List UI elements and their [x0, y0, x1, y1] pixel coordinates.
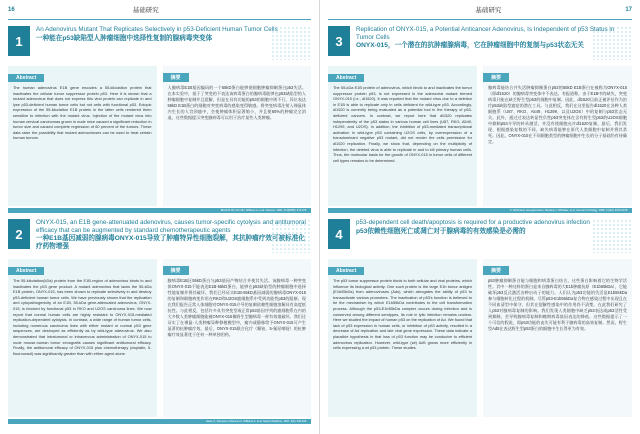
abstract-text: 腺病毒E1B区55kD蛋白与p53基因产物结合并使其失活。该腺病毒一种突变体ONYX-015不能表达E1B-55kD蛋白，能够在p53缺陷型的肿瘤细胞中选择性地复制并将其破坏。我们已经证实E1B-55kD基因减弱的腺病毒ONYX-015的复制和细胞病变作用在RKO和U2OS癌细胞系中受到功能性p53的阻断。现在我们报告正常人体细胞对ONYX-015介导的复制依赖性细胞溶解具有高度抵抗性。与此相反，包括许多具有突变型或正常p53基因序列的癌细胞系在内的大多数人类肿瘤细胞能被ONYX-015像野生型腺病毒一样有效地破坏。我们还证实了在裸鼠-人类肿瘤异种移植模型中，瘤内或静脉给予ONYX-015可产生显著的抗肿瘤疗效。最后，ONYX-015联合化疗（顺铂，5-氟尿嘧啶）的抗肿瘤疗效显著优于任何一种单独用药。: [167, 278, 307, 337]
dot-pattern-decoration: [271, 26, 311, 60]
article-header: [328, 219, 632, 257]
citation-bar: Heise C, Sampson-Johannes A, Williams A, et al. Nature Medicine. 1997, 3(6): 639-645.: [8, 419, 311, 424]
abstract-label: Abstract: [328, 74, 364, 82]
article-card: [8, 26, 311, 213]
abstract-en: [328, 259, 477, 417]
citation-bar: F. Rothmann, Hengstermann, Nicolaus J. Whitaker, et al. Journal of Virology. 1998, 72(12): 9470-9478.: [328, 208, 632, 213]
right-page: [320, 0, 640, 434]
abstract-label: Abstract: [328, 267, 364, 275]
abstract-columns: [8, 259, 311, 417]
abstract-cn: [483, 259, 632, 417]
abstract-label: Abstract: [8, 74, 44, 82]
abstract-label: 摘要: [483, 73, 509, 82]
abstract-text: The human adenovirus E1B gene encodes a 55-kilodalton protein that inactivates the cellular tumor suppressor protein p53. Here it is shown that a mutant adenovirus that does not express this viral protein can replicate in and lyse p53-deficient human tumor cells but not cells with functional p53. Ectopic expression of the 55-kilodalton E1B protein in the latter cells rendered them sensitive to infection with the mutant virus. Injection of the mutant virus into human cervical carcinomas grown in nude mice caused a significant reduction in tumor size and caused complete regression of 60 percent of the tumors. These data raise the possibility that mutant adenoviruses can be used to treat certain human tumors.: [13, 85, 152, 141]
article-header: [328, 26, 632, 64]
abstract-text: 人腺病毒E1B基因编码的一个55kD蛋白能够使细胞肿瘤抑制蛋白p53失活。在本实验中，基于了突变的不表达该病毒蛋白的腺病毒能够在p53缺陷型的人肿瘤细胞中复制并且裂解，但是在具有功能的p53的细胞中则不行。异位表达55kD E1B蛋白的细胞对突变病毒的感染变得敏感。将突变病毒注射入裸鼠体内生长的人宫颈癌中，会使肿瘤体积显著缩小，并且使60%的肿瘤完全消退。这些数据提示突变腺病毒可以用于治疗某些人类肿瘤。: [167, 85, 306, 120]
abstract-columns: [328, 66, 632, 206]
page-number: 16: [8, 6, 15, 13]
article-titles: [356, 219, 632, 257]
article-card: [8, 219, 311, 424]
abstract-en: [328, 66, 477, 206]
article-number-badge: 3: [328, 26, 350, 56]
dot-pattern-decoration: [592, 26, 632, 60]
article-title-en: ONYX-015, an E1B gene-attenuated adenovirus, causes tumor-specific cytolysis and antitumoral efficacy that can be augmented by standard chemotherapeutic agents: [36, 219, 306, 234]
dot-pattern-decoration: [592, 219, 632, 253]
abstract-en: [8, 259, 157, 417]
abstract-text: The 55-kDa E1B protein of adenovirus, which binds to and inactivates the tumor suppressor protein p53, is not expressed in the adenoviral mutant termed ONYX-015 (i.e., dl1520). It was reported that the mutant virus due to a deletion in E1B is able to replicate only in cells deficient for wild-type p53. Accordingly, dl1520 is currently being evaluated as a potential tool in the therapy of p53-deficient cancers. In contrast, we report here that dl1520 replicates independently of the p53 status in various human cell lines (U87, RKO, A549, H1299, and U2OS). In addition, the inhibition of p53-mediated transcriptional activation in wild-type p53 containing U2OS cells, by overexpression of a transdominant negative p53 mutant, did not render the cells permissive for dl1520 replication. Finally, we show that, depending on the multiplicity of infection, the deleted virus is able to replicate in and to kill primary human cells. Thus, the molecular basis for the growth of ONYX-015 in tumor cells of different cell types remains to be determined.: [333, 85, 472, 163]
dot-pattern-decoration: [271, 219, 311, 253]
article-card: [328, 26, 632, 213]
abstract-text: The p53 tumor suppressor protein binds to both cellular and viral proteins, which influence its biological activity. One such protein is the large E1b tumor antigen (E1b55kDa) from adenoviruses (Ads), which abrogates the ability of p53 to transactivate various promoters. The inactivation of p53's function is believed to be the mechanism by which E1b55kDa contributes to the cell transformation process. Although the p53-E1b55kDa complex occurs during infection and is conserved among different serotypes, its role in lytic infection remains unclear. Here we studied the impact of human p53 on the replication of Ad. We found that lack of p53 expression in human cells, or inhibition of p53 activity, resulted in a decrease of Ad replication and late viral gene expression. These data indicate a plausible hypothesis in that loss of p53 function may be conducive to efficient adenovirus replication. However, wild-type (wt) Ad5 grows more efficiently in cells expressing a wt p53 protein. These studies: [333, 278, 472, 351]
abstract-text: 腺病毒能结合并失活肿瘤抑制蛋白p53的55kD E1B蛋白在被称为ONYX-015（即dl1520）的腺病毒突变体中不表达。有报道称，由于E1B中的缺失，突变病毒只能在缺乏野生型p53的细胞中复制。因此，dl1520目前正被评估作为治疗p53缺陷型癌症的潜在工具。与此相反，我们在这里报告dl1520在各种人类细胞系（U87、RKO、A549、H1299、以及U2OS）中的复制与p53状态无关。此外，通过过表达转显性负性p53突变体在含有野生型p53的U2OS细胞中抑制p53介导的转录激活，并没有使细胞允许dl1520复制。最后，我们发现，根据感染复数的不同，缺失病毒能够在原代人类细胞中复制并将其杀死。因此，ONYX-015在不同细胞类型的肿瘤细胞中生长的分子基础仍有待确定。: [488, 85, 627, 144]
article-titles: [36, 219, 311, 257]
running-header: [328, 0, 632, 20]
article-number-badge: 2: [8, 219, 30, 249]
abstract-label: 摘要: [483, 266, 509, 275]
article-title-cn: p53依赖性细胞死亡或凋亡对于腺病毒的有效感染是必需的: [356, 227, 526, 235]
abstract-cn: [163, 259, 312, 417]
article-titles: [36, 26, 311, 64]
article-title-en: An Adenovirus Mutant That Replicates Selectively in p53-Deficient Human Tumor Cells: [36, 26, 278, 33]
abstract-cn: [163, 66, 312, 206]
abstract-label: Abstract: [8, 267, 44, 275]
citation-bar: Bischoff JR, Kirn DH, Williams A, et al. Science. 1996, 274(5286): 373-376.: [8, 208, 311, 213]
article-title-en: p53-dependent cell death/apoptosis is required for a productive adenovirus infection: [356, 219, 590, 226]
abstract-en: [8, 66, 157, 206]
article-number-badge: 1: [8, 26, 30, 56]
article-number-badge: 4: [328, 219, 350, 249]
article-header: [8, 26, 311, 64]
article-title-en: Replication of ONYX-015, a Potential Anticancer Adenovirus, Is Independent of p53 Status in Tumor Cells: [356, 26, 615, 41]
abstract-label: 摘要: [163, 266, 189, 275]
abstract-columns: [328, 259, 632, 417]
section-title: 基础研究: [475, 7, 502, 14]
article-title-cn: 一种E1B基因减弱的腺病毒ONYX-015导致了肿瘤特异性细胞裂解，其抗肿瘤疗效可被标准化疗药物增强: [36, 235, 305, 251]
article-header: [8, 219, 311, 257]
abstract-cn: [483, 66, 632, 206]
running-header: [8, 0, 311, 20]
section-title: 基础研究: [132, 7, 159, 14]
article-card: [328, 219, 632, 417]
article-title-cn: ONYX-015，一个潜在的抗肿瘤腺病毒，它在肿瘤细胞中的复制与p53状态无关: [356, 42, 584, 50]
abstract-text: The 55-kilodalton(kDa) protein from the E1B-region of adenovirus binds to and inactivates the p53 gene product. A mutant adenovirus that lacks the 55-kDa E1B protein, ONYX-015, has been shown to replicate selectively in and destroy p53-deficient human tumor cells. We have previously shown that the replication and cytopathogenicity of an E1B, 55-kDa gene-attenuated adenovirus, ONYX-015, is blocked by functional p53 in RKO and U2OS carcinoma lines. We now report that normal human cells are highly resistant to ONYX-015-mediated replication-dependent cytolysis. In contrast, a wide range of human tumor cells, including numerous carcinoma lines with either mutant or normal p53 gene sequences, are destroyed as efficiently as by wild-type adenovirus. We also demonstrated that intratumoral or intravenous administration of ONYX-015 to nude mouse-human tumor xenografts causes significant antitumoral efficacy. Finally, the antitumoral efficacy of ONYX-015 plus chemotherapy (cisplatin, 5-fluorouracil) was significantly greater than with either agent alone.: [13, 278, 152, 356]
abstract-label: 摘要: [163, 73, 189, 82]
abstract-columns: [8, 66, 311, 206]
abstract-text: p53肿瘤抑制蛋白能与细胞和病毒蛋白结合，这些蛋白影响着它的生物学活性。其中一种这样的蛋白是来自腺病毒的大E1b肿瘤抗原（E1b55kDa），它能破坏p53反式激活各种启动子的能力。人们认为p53功能的失活是E1b55kDa参与细胞转化过程的机制。尽管p53-E1b55kDa复合物在感染过程中出现且在不同血清型中保守，但其在裂解性感染中的作用尚不清楚。在此我们研究了人p53对腺病毒复制的影响。我们发现人类细胞中缺乏p53表达或p53活性受到抑制，会导致腺病毒复制和晚期病毒基因表达的降低。这些数据提示了一个可信的假说，即p53功能的丧失可能有利于腺病毒的高效复制。然而，野生型Ad5在表达野生型p53蛋白的细胞中生长得更为有效。: [488, 278, 627, 331]
article-title-cn: 一种能在p53缺陷型人肿瘤细胞中选择性复制的腺病毒突变体: [36, 34, 213, 42]
page-number: 17: [625, 6, 632, 13]
article-titles: [356, 26, 632, 64]
